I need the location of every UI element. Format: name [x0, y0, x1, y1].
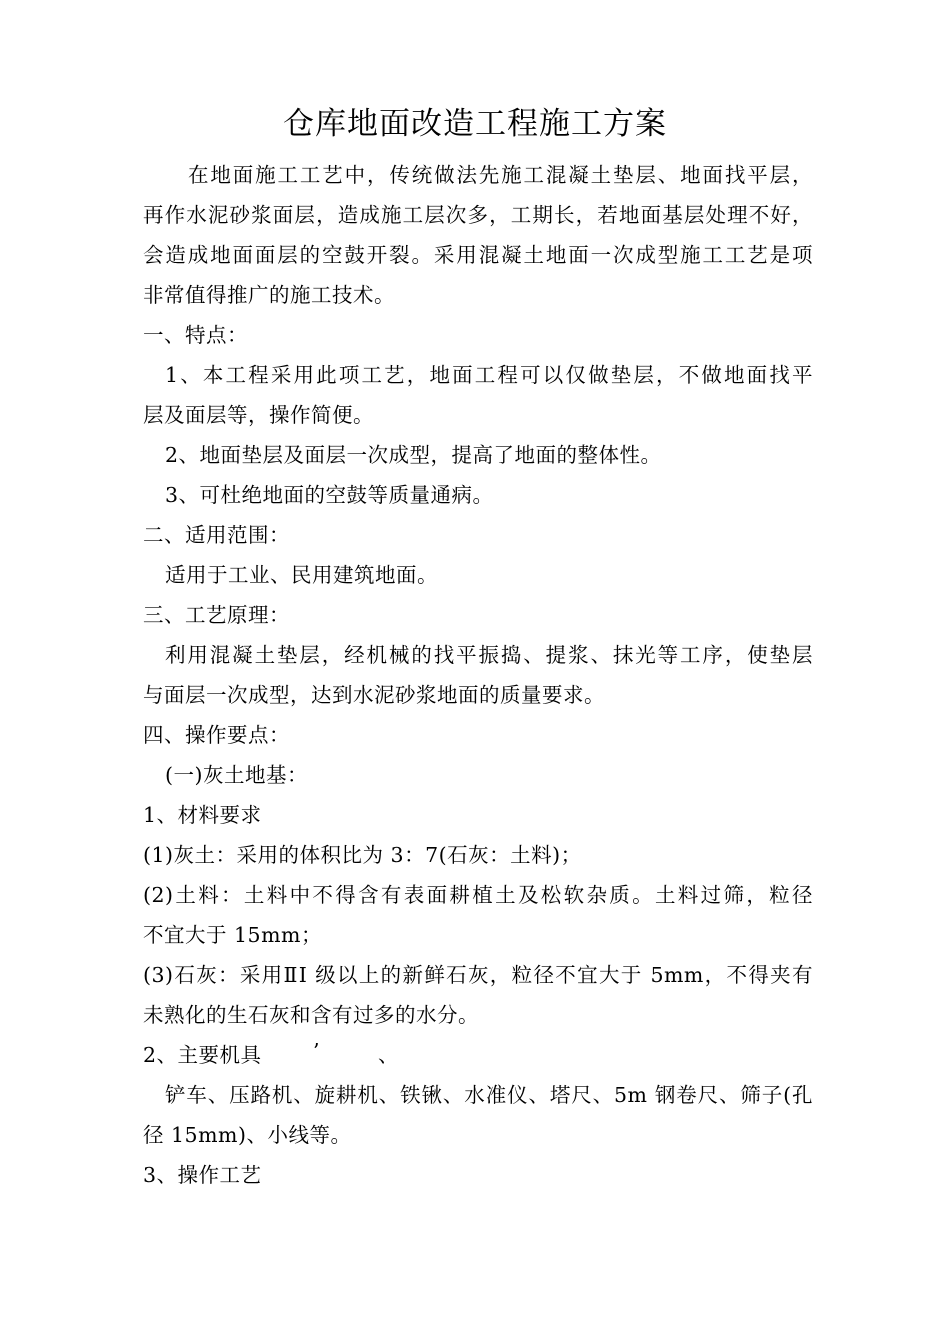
material-item-2-line-1: (2)土料：土料中不得含有表面耕植土及松软杂质。土料过筛，粒径	[143, 883, 813, 907]
intro-line-2: 再作水泥砂浆面层，造成施工层次多，工期长，若地面基层处理不好，	[143, 203, 813, 227]
section-3-heading: 三、工艺原理：	[143, 603, 290, 627]
stray-mark-apostrophe: ’	[313, 1039, 320, 1063]
process-heading: 3、操作工艺	[143, 1163, 262, 1187]
section-3-line-1: 利用混凝土垫层，经机械的找平振捣、提浆、抹光等工序，使垫层	[165, 643, 813, 667]
tools-line-2: 径 15mm)、小线等。	[143, 1123, 352, 1147]
section-1-item-1-line-1: 1、本工程采用此项工艺，地面工程可以仅做垫层，不做地面找平	[165, 363, 813, 387]
section-2-heading: 二、适用范围：	[143, 523, 290, 547]
material-item-3-line-1: (3)石灰：采用ⅡI 级以上的新鲜石灰，粒径不宜大于 5mm，不得夹有	[143, 963, 813, 987]
document-title: 仓库地面改造工程施工方案	[283, 106, 667, 142]
tools-line-1: 铲车、压路机、旋耕机、铁锹、水准仪、塔尺、5m 钢卷尺、筛子(孔	[165, 1083, 813, 1107]
intro-line-1: 在地面施工工艺中，传统做法先施工混凝土垫层、地面找平层，	[188, 163, 813, 187]
section-1-heading: 一、特点：	[143, 323, 248, 347]
intro-line-4: 非常值得推广的施工技术。	[143, 283, 395, 307]
intro-line-3: 会造成地面面层的空鼓开裂。采用混凝土地面一次成型施工工艺是项	[143, 243, 813, 267]
stray-mark-comma: 、	[378, 1043, 399, 1067]
material-item-3-line-2: 未熟化的生石灰和含有过多的水分。	[143, 1003, 479, 1027]
section-1-item-2: 2、地面垫层及面层一次成型，提高了地面的整体性。	[165, 443, 662, 467]
section-1-item-1-line-2: 层及面层等，操作简便。	[143, 403, 374, 427]
material-item-2-line-2: 不宜大于 15mm；	[143, 923, 322, 947]
section-3-line-2: 与面层一次成型，达到水泥砂浆地面的质量要求。	[143, 683, 605, 707]
subsection-lime-soil-heading: (一)灰土地基：	[165, 763, 308, 787]
section-2-text: 适用于工业、民用建筑地面。	[165, 563, 438, 587]
tools-heading: 2、主要机具	[143, 1043, 262, 1067]
section-1-item-3: 3、可杜绝地面的空鼓等质量通病。	[165, 483, 494, 507]
materials-heading: 1、材料要求	[143, 803, 262, 827]
section-4-heading: 四、操作要点：	[143, 723, 290, 747]
material-item-1: (1)灰土：采用的体积比为 3：7(石灰：土料)；	[143, 843, 582, 867]
